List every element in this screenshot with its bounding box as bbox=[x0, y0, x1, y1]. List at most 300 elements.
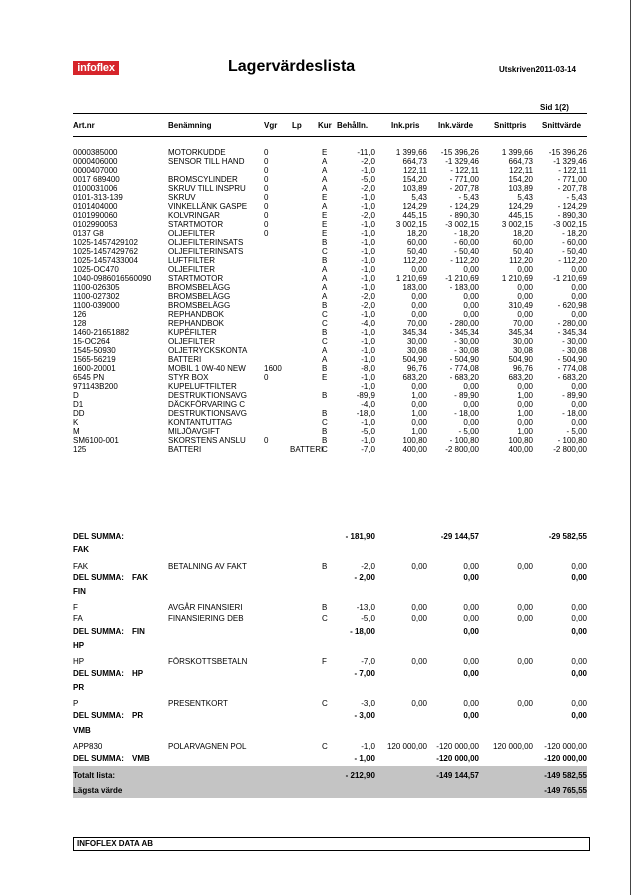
cell-snitt-varde: - 504,90 bbox=[557, 355, 587, 364]
cell-kur: E bbox=[322, 373, 328, 382]
cell-behalln: -1,0 bbox=[361, 202, 375, 211]
subtotal-qty: - 3,00 bbox=[354, 711, 375, 720]
cell-kur: A bbox=[322, 265, 328, 274]
cell-behalln: -1,0 bbox=[361, 436, 375, 445]
cell-ink-pris: 18,20 bbox=[406, 229, 427, 238]
cell-benamning: MOTORKUDDE bbox=[168, 148, 226, 157]
cell-benamning: KUPELUFTFILTER bbox=[168, 382, 237, 391]
cell-ink-pris: 1,00 bbox=[411, 427, 427, 436]
cell-snitt-varde: - 18,20 bbox=[562, 229, 587, 238]
cell-ink-pris: 0,00 bbox=[411, 292, 427, 301]
cell-snitt-varde: 0,00 bbox=[571, 699, 587, 708]
cell-snitt-varde: - 207,78 bbox=[557, 184, 587, 193]
cell-ink-pris: 70,00 bbox=[406, 319, 427, 328]
cell-snitt-varde: - 620,98 bbox=[557, 301, 587, 310]
cell-art-nr: 1100-026305 bbox=[73, 283, 120, 292]
cell-snitt-pris: 0,00 bbox=[517, 699, 533, 708]
cell-kur: A bbox=[322, 346, 328, 355]
cell-kur: E bbox=[322, 148, 328, 157]
cell-snitt-pris: 112,20 bbox=[509, 256, 533, 265]
subtotal-ink-value: 0,00 bbox=[463, 669, 479, 678]
col-header-artnr: Art.nr bbox=[73, 121, 95, 130]
cell-kur: B bbox=[322, 603, 328, 612]
cell-ink-pris: 5,43 bbox=[411, 193, 427, 202]
subtotal-snitt-value: 0,00 bbox=[571, 669, 587, 678]
cell-vgr: 1600 bbox=[264, 364, 282, 373]
cell-ink-varde: - 183,00 bbox=[449, 283, 479, 292]
cell-benamning: STYR BOX bbox=[168, 373, 209, 382]
cell-behalln: -3,0 bbox=[361, 699, 375, 708]
subtotal-snitt-value: -120 000,00 bbox=[544, 754, 587, 763]
page-edge bbox=[630, 0, 631, 895]
subtotal-snitt-value: -29 582,55 bbox=[548, 532, 587, 541]
cell-snitt-varde: - 112,20 bbox=[558, 256, 587, 265]
cell-snitt-varde: -120 000,00 bbox=[544, 742, 587, 751]
cell-behalln: -1,0 bbox=[361, 193, 375, 202]
cell-benamning: DÄCKFÖRVARING C bbox=[168, 400, 246, 409]
cell-ink-pris: 0,00 bbox=[411, 301, 427, 310]
cell-snitt-varde: - 30,08 bbox=[562, 346, 587, 355]
cell-behalln: -5,0 bbox=[361, 175, 375, 184]
cell-ink-varde: 0,00 bbox=[463, 400, 479, 409]
cell-ink-varde: 0,00 bbox=[463, 562, 479, 571]
cell-benamning: OLJEFILTER bbox=[168, 337, 215, 346]
cell-art-nr: 0000407000 bbox=[73, 166, 118, 175]
group-header: PR bbox=[73, 683, 85, 692]
cell-benamning: BATTERI bbox=[168, 445, 202, 454]
cell-snitt-pris: 0,00 bbox=[517, 418, 533, 427]
cell-art-nr: SM6100-001 bbox=[73, 436, 119, 445]
page-footer: INFOFLEX DATA AB bbox=[73, 837, 590, 851]
cell-kur: A bbox=[322, 202, 328, 211]
cell-art-nr: 0101404000 bbox=[73, 202, 118, 211]
cell-benamning: AVGÅR FINANSIERI bbox=[168, 603, 243, 612]
cell-ink-varde: 0,00 bbox=[463, 301, 479, 310]
cell-vgr: 0 bbox=[264, 202, 269, 211]
cell-kur: B bbox=[322, 409, 328, 418]
cell-art-nr: 0017 689400 bbox=[73, 175, 120, 184]
cell-snitt-varde: -2 800,00 bbox=[553, 445, 587, 454]
cell-snitt-pris: 345,34 bbox=[508, 328, 533, 337]
col-header-vgr: Vgr bbox=[264, 121, 278, 130]
cell-snitt-varde: - 124,29 bbox=[557, 202, 587, 211]
cell-ink-varde: -2 800,00 bbox=[445, 445, 479, 454]
cell-ink-pris: 0,00 bbox=[411, 400, 427, 409]
cell-benamning: BROMSCYLINDER bbox=[168, 175, 238, 184]
cell-art-nr: 1100-039000 bbox=[73, 301, 120, 310]
cell-snitt-pris: 1 399,66 bbox=[501, 148, 533, 157]
cell-ink-varde: - 504,90 bbox=[449, 355, 479, 364]
cell-ink-varde: - 18,20 bbox=[454, 229, 479, 238]
cell-vgr: 0 bbox=[264, 184, 269, 193]
cell-snitt-pris: 0,00 bbox=[517, 657, 533, 666]
cell-snitt-varde: - 100,80 bbox=[557, 436, 587, 445]
cell-snitt-varde: 0,00 bbox=[571, 562, 587, 571]
cell-art-nr: D bbox=[73, 391, 79, 400]
cell-snitt-pris: 5,43 bbox=[517, 193, 533, 202]
cell-ink-pris: 0,00 bbox=[411, 310, 427, 319]
cell-art-nr: FAK bbox=[73, 562, 89, 571]
cell-behalln: -1,0 bbox=[361, 418, 375, 427]
cell-ink-varde: - 771,00 bbox=[449, 175, 479, 184]
cell-ink-pris: 0,00 bbox=[411, 562, 427, 571]
cell-ink-varde: 0,00 bbox=[463, 603, 479, 612]
cell-kur: E bbox=[322, 229, 328, 238]
cell-snitt-varde: -3 002,15 bbox=[553, 220, 587, 229]
cell-benamning: SENSOR TILL HAND bbox=[168, 157, 245, 166]
cell-behalln: -1,0 bbox=[361, 166, 375, 175]
cell-art-nr: 125 bbox=[73, 445, 87, 454]
cell-art-nr: 126 bbox=[73, 310, 87, 319]
cell-kur: C bbox=[322, 310, 328, 319]
cell-snitt-pris: 103,89 bbox=[508, 184, 533, 193]
cell-vgr: 0 bbox=[264, 157, 269, 166]
subtotal-qty: - 7,00 bbox=[354, 669, 375, 678]
cell-kur: B bbox=[322, 256, 328, 265]
cell-art-nr: 1600-20001 bbox=[73, 364, 116, 373]
cell-ink-pris: 345,34 bbox=[402, 328, 427, 337]
cell-kur: C bbox=[322, 319, 328, 328]
cell-benamning: SKORSTENS ANSLU bbox=[168, 436, 246, 445]
subtotal-ink-value: 0,00 bbox=[463, 711, 479, 720]
cell-ink-varde: - 345,34 bbox=[449, 328, 479, 337]
cell-ink-varde: - 30,00 bbox=[454, 337, 479, 346]
cell-art-nr: APP830 bbox=[73, 742, 103, 751]
cell-benamning: LUFTFILTER bbox=[168, 256, 215, 265]
cell-kur: C bbox=[322, 337, 328, 346]
subtotal-ink-value: 0,00 bbox=[463, 627, 479, 636]
cell-ink-varde: - 124,29 bbox=[449, 202, 479, 211]
cell-art-nr: M bbox=[73, 427, 80, 436]
cell-ink-varde: - 100,80 bbox=[449, 436, 479, 445]
cell-behalln: -7,0 bbox=[361, 445, 375, 454]
subtotal-group: FIN bbox=[132, 627, 145, 636]
subtotal-ink-value: 0,00 bbox=[463, 573, 479, 582]
cell-snitt-pris: 60,00 bbox=[512, 238, 533, 247]
cell-benamning: REPHANDBOK bbox=[168, 319, 225, 328]
cell-snitt-pris: 120 000,00 bbox=[492, 742, 533, 751]
cell-ink-pris: 683,20 bbox=[402, 373, 427, 382]
cell-art-nr: 1100-027302 bbox=[73, 292, 120, 301]
cell-vgr: 0 bbox=[264, 148, 269, 157]
cell-behalln: -1,0 bbox=[361, 220, 375, 229]
cell-snitt-pris: 70,00 bbox=[512, 319, 533, 328]
subtotal-group: VMB bbox=[132, 754, 150, 763]
cell-kur: B bbox=[322, 391, 328, 400]
cell-ink-varde: - 774,08 bbox=[449, 364, 479, 373]
cell-art-nr: 971143B200 bbox=[73, 382, 118, 391]
cell-art-nr: 0101-313-139 bbox=[73, 193, 123, 202]
cell-snitt-pris: 1,00 bbox=[517, 409, 533, 418]
cell-kur: E bbox=[322, 211, 328, 220]
cell-snitt-varde: - 5,00 bbox=[566, 427, 587, 436]
cell-vgr: 0 bbox=[264, 436, 269, 445]
cell-ink-pris: 1,00 bbox=[411, 409, 427, 418]
cell-kur: A bbox=[322, 283, 328, 292]
cell-snitt-pris: 0,00 bbox=[517, 603, 533, 612]
cell-ink-pris: 0,00 bbox=[411, 614, 427, 623]
cell-benamning: FÖRSKOTTSBETALN bbox=[168, 657, 248, 666]
cell-kur: A bbox=[322, 184, 328, 193]
cell-ink-varde: - 50,40 bbox=[454, 247, 479, 256]
cell-benamning: PRESENTKORT bbox=[168, 699, 228, 708]
subtotal-ink-value: -120 000,00 bbox=[436, 754, 479, 763]
cell-behalln: -5,0 bbox=[361, 427, 375, 436]
cell-behalln: -1,0 bbox=[361, 256, 375, 265]
subtotal-label: DEL SUMMA: bbox=[73, 573, 124, 582]
subtotal-qty: - 1,00 bbox=[354, 754, 375, 763]
cell-snitt-varde: - 18,00 bbox=[562, 409, 587, 418]
report-title: Lagervärdeslista bbox=[228, 58, 356, 75]
cell-behalln: -1,0 bbox=[361, 274, 375, 283]
cell-ink-varde: - 18,00 bbox=[454, 409, 479, 418]
cell-art-nr: 0137 G8 bbox=[73, 229, 104, 238]
cell-ink-varde: 0,00 bbox=[463, 292, 479, 301]
cell-ink-varde: 0,00 bbox=[463, 614, 479, 623]
cell-ink-pris: 30,00 bbox=[406, 337, 427, 346]
cell-snitt-pris: 1 210,69 bbox=[501, 274, 533, 283]
cell-kur: B bbox=[322, 427, 328, 436]
cell-art-nr: 1040-0986016560090 bbox=[73, 274, 152, 283]
cell-behalln: -2,0 bbox=[361, 562, 375, 571]
cell-snitt-varde: - 771,00 bbox=[557, 175, 587, 184]
cell-snitt-pris: 124,29 bbox=[508, 202, 533, 211]
cell-ink-varde: - 112,20 bbox=[450, 256, 479, 265]
cell-ink-varde: 0,00 bbox=[463, 382, 479, 391]
cell-benamning: STARTMOTOR bbox=[168, 220, 224, 229]
cell-art-nr: 0101990060 bbox=[73, 211, 118, 220]
cell-ink-pris: 0,00 bbox=[411, 699, 427, 708]
cell-snitt-pris: 0,00 bbox=[517, 400, 533, 409]
cell-kur: C bbox=[322, 699, 328, 708]
subtotal-label: DEL SUMMA: bbox=[73, 627, 124, 636]
cell-snitt-varde: 0,00 bbox=[571, 265, 587, 274]
cell-benamning: OLJEFILTERINSATS bbox=[168, 238, 244, 247]
cell-benamning: VINKELLÄNK GASPE bbox=[168, 202, 248, 211]
cell-art-nr: 0000385000 bbox=[73, 148, 118, 157]
cell-snitt-pris: 3 002,15 bbox=[501, 220, 533, 229]
cell-snitt-varde: - 683,20 bbox=[557, 373, 587, 382]
cell-ink-varde: -15 396,26 bbox=[440, 148, 479, 157]
cell-ink-varde: - 89,90 bbox=[454, 391, 479, 400]
cell-snitt-pris: 122,11 bbox=[509, 166, 533, 175]
page-number: Sid 1(2) bbox=[540, 103, 569, 112]
subtotal-qty: - 2,00 bbox=[354, 573, 375, 582]
cell-snitt-varde: -15 396,26 bbox=[548, 148, 587, 157]
cell-behalln: -7,0 bbox=[361, 657, 375, 666]
cell-ink-pris: 3 002,15 bbox=[395, 220, 427, 229]
cell-behalln: -2,0 bbox=[361, 292, 375, 301]
cell-behalln: -2,0 bbox=[361, 184, 375, 193]
subtotal-qty: - 181,90 bbox=[345, 532, 375, 541]
cell-vgr: 0 bbox=[264, 166, 269, 175]
cell-behalln: -2,0 bbox=[361, 157, 375, 166]
cell-behalln: -1,0 bbox=[361, 265, 375, 274]
cell-kur: A bbox=[322, 175, 328, 184]
cell-snitt-varde: - 774,08 bbox=[557, 364, 587, 373]
cell-snitt-pris: 50,40 bbox=[512, 247, 533, 256]
cell-benamning: BROMSBELÄGG bbox=[168, 292, 231, 301]
cell-benamning: MOBIL 1 0W-40 NEW bbox=[168, 364, 246, 373]
cell-ink-pris: 1 399,66 bbox=[395, 148, 427, 157]
cell-ink-pris: 100,80 bbox=[402, 436, 427, 445]
group-header: VMB bbox=[73, 726, 91, 735]
col-header-snittpris: Snittpris bbox=[494, 121, 527, 130]
cell-behalln: -1,0 bbox=[361, 382, 375, 391]
cell-ink-pris: 103,89 bbox=[402, 184, 427, 193]
cell-behalln: -89,9 bbox=[356, 391, 375, 400]
cell-kur: A bbox=[322, 157, 328, 166]
cell-snitt-varde: - 890,30 bbox=[557, 211, 587, 220]
cell-benamning: BATTERI bbox=[168, 355, 202, 364]
cell-kur: C bbox=[322, 418, 328, 427]
cell-kur: B bbox=[322, 238, 328, 247]
cell-ink-pris: 504,90 bbox=[402, 355, 427, 364]
cell-ink-varde: - 5,43 bbox=[458, 193, 479, 202]
cell-kur: E bbox=[322, 193, 328, 202]
cell-ink-pris: 124,29 bbox=[402, 202, 427, 211]
cell-snitt-pris: 0,00 bbox=[517, 310, 533, 319]
subtotal-group: FAK bbox=[132, 573, 148, 582]
cell-ink-varde: 0,00 bbox=[463, 418, 479, 427]
cell-benamning: OLJEFILTERINSATS bbox=[168, 247, 244, 256]
cell-benamning: DESTRUKTIONSAVG bbox=[168, 409, 247, 418]
cell-snitt-varde: 0,00 bbox=[571, 400, 587, 409]
col-header-lp: Lp bbox=[292, 121, 302, 130]
cell-ink-varde: 0,00 bbox=[463, 265, 479, 274]
cell-art-nr: HP bbox=[73, 657, 85, 666]
cell-ink-varde: - 683,20 bbox=[449, 373, 479, 382]
cell-behalln: -1,0 bbox=[361, 337, 375, 346]
cell-art-nr: 1460-21651882 bbox=[73, 328, 130, 337]
cell-art-nr: DD bbox=[73, 409, 85, 418]
cell-behalln: -2,0 bbox=[361, 301, 375, 310]
cell-ink-varde: 0,00 bbox=[463, 310, 479, 319]
printed-date: Utskriven2011-03-14 bbox=[499, 65, 576, 74]
cell-ink-varde: -1 210,69 bbox=[445, 274, 479, 283]
cell-benamning: OLJETRYCKSKONTA bbox=[168, 346, 248, 355]
lowest-value: -149 765,55 bbox=[544, 786, 587, 795]
cell-snitt-varde: 0,00 bbox=[571, 382, 587, 391]
lowest-value-label: Lägsta värde bbox=[73, 786, 123, 795]
cell-snitt-pris: 30,08 bbox=[512, 346, 533, 355]
cell-behalln: -4,0 bbox=[361, 319, 375, 328]
cell-kur: F bbox=[322, 657, 327, 666]
cell-behalln: -1,0 bbox=[361, 229, 375, 238]
cell-benamning: OLJEFILTER bbox=[168, 229, 215, 238]
cell-behalln: -1,0 bbox=[361, 283, 375, 292]
cell-benamning: OLJEFILTER bbox=[168, 265, 215, 274]
cell-behalln: -8,0 bbox=[361, 364, 375, 373]
cell-ink-pris: 120 000,00 bbox=[386, 742, 427, 751]
cell-art-nr: 1025-1457433004 bbox=[73, 256, 138, 265]
cell-snitt-varde: - 60,00 bbox=[562, 238, 587, 247]
cell-kur: C bbox=[322, 247, 328, 256]
col-header-snittvarde: Snittvärde bbox=[542, 121, 582, 130]
cell-kur: C bbox=[322, 614, 328, 623]
subtotal-qty: - 18,00 bbox=[350, 627, 375, 636]
cell-behalln: -13,0 bbox=[356, 603, 375, 612]
group-header: HP bbox=[73, 641, 85, 650]
cell-snitt-pris: 18,20 bbox=[512, 229, 533, 238]
cell-art-nr: 1025-1457429762 bbox=[73, 247, 138, 256]
cell-benamning: SKRUV TILL INSPRU bbox=[168, 184, 246, 193]
cell-snitt-varde: - 5,43 bbox=[566, 193, 587, 202]
cell-behalln: -18,0 bbox=[356, 409, 375, 418]
cell-behalln: -1,0 bbox=[361, 346, 375, 355]
cell-snitt-varde: - 280,00 bbox=[557, 319, 587, 328]
cell-kur: B bbox=[322, 562, 328, 571]
cell-ink-pris: 1,00 bbox=[411, 391, 427, 400]
cell-benamning: BROMSBELÄGG bbox=[168, 283, 231, 292]
subtotal-label: DEL SUMMA: bbox=[73, 532, 124, 541]
cell-snitt-pris: 30,00 bbox=[512, 337, 533, 346]
cell-benamning: BETALNING AV FAKT bbox=[168, 562, 247, 571]
cell-art-nr: 1545-50930 bbox=[73, 346, 116, 355]
cell-ink-pris: 122,11 bbox=[403, 166, 427, 175]
total-qty: - 212,90 bbox=[345, 771, 375, 780]
cell-art-nr: 0000406000 bbox=[73, 157, 118, 166]
cell-benamning: REPHANDBOK bbox=[168, 310, 225, 319]
cell-snitt-varde: 0,00 bbox=[571, 418, 587, 427]
cell-ink-pris: 154,20 bbox=[402, 175, 427, 184]
cell-vgr: 0 bbox=[264, 373, 269, 382]
cell-ink-varde: - 207,78 bbox=[449, 184, 479, 193]
cell-ink-pris: 1 210,69 bbox=[395, 274, 427, 283]
cell-ink-pris: 96,76 bbox=[406, 364, 427, 373]
cell-ink-varde: 0,00 bbox=[463, 699, 479, 708]
infoflex-logo: infoflex bbox=[73, 61, 119, 75]
subtotal-label: DEL SUMMA: bbox=[73, 711, 124, 720]
subtotal-snitt-value: 0,00 bbox=[571, 711, 587, 720]
cell-art-nr: P bbox=[73, 699, 79, 708]
cell-art-nr: 1025-1457429102 bbox=[73, 238, 138, 247]
total-label: Totalt lista: bbox=[73, 771, 116, 780]
cell-benamning: KOLVRINGAR bbox=[168, 211, 220, 220]
cell-vgr: 0 bbox=[264, 220, 269, 229]
col-header-kur: Kur bbox=[318, 121, 332, 130]
cell-kur: B bbox=[322, 328, 328, 337]
cell-snitt-varde: - 122,11 bbox=[558, 166, 587, 175]
cell-kur: B bbox=[322, 301, 328, 310]
cell-snitt-pris: 400,00 bbox=[508, 445, 533, 454]
cell-art-nr: 128 bbox=[73, 319, 87, 328]
cell-snitt-pris: 1,00 bbox=[517, 391, 533, 400]
cell-snitt-varde: 0,00 bbox=[571, 603, 587, 612]
cell-snitt-pris: 100,80 bbox=[508, 436, 533, 445]
cell-behalln: -1,0 bbox=[361, 310, 375, 319]
col-header-inkvarde: Ink.värde bbox=[438, 121, 474, 130]
cell-benamning: KUPÉFILTER bbox=[168, 328, 217, 337]
cell-art-nr: F bbox=[73, 603, 78, 612]
cell-snitt-pris: 154,20 bbox=[508, 175, 533, 184]
cell-ink-pris: 0,00 bbox=[411, 603, 427, 612]
cell-kur: A bbox=[322, 292, 328, 301]
cell-kur: A bbox=[322, 166, 328, 175]
cell-kur: B bbox=[322, 364, 328, 373]
cell-vgr: 0 bbox=[264, 211, 269, 220]
cell-kur: A bbox=[322, 355, 328, 364]
cell-benamning: BROMSBELÄGG bbox=[168, 301, 231, 310]
cell-behalln: -1,0 bbox=[361, 247, 375, 256]
cell-ink-pris: 60,00 bbox=[406, 238, 427, 247]
cell-snitt-varde: - 345,34 bbox=[557, 328, 587, 337]
subtotal-label: DEL SUMMA: bbox=[73, 754, 124, 763]
cell-behalln: -1,0 bbox=[361, 355, 375, 364]
cell-benamning: MILJÖAVGIFT bbox=[168, 427, 220, 436]
cell-kur: A bbox=[322, 274, 328, 283]
subtotal-group: HP bbox=[132, 669, 144, 678]
